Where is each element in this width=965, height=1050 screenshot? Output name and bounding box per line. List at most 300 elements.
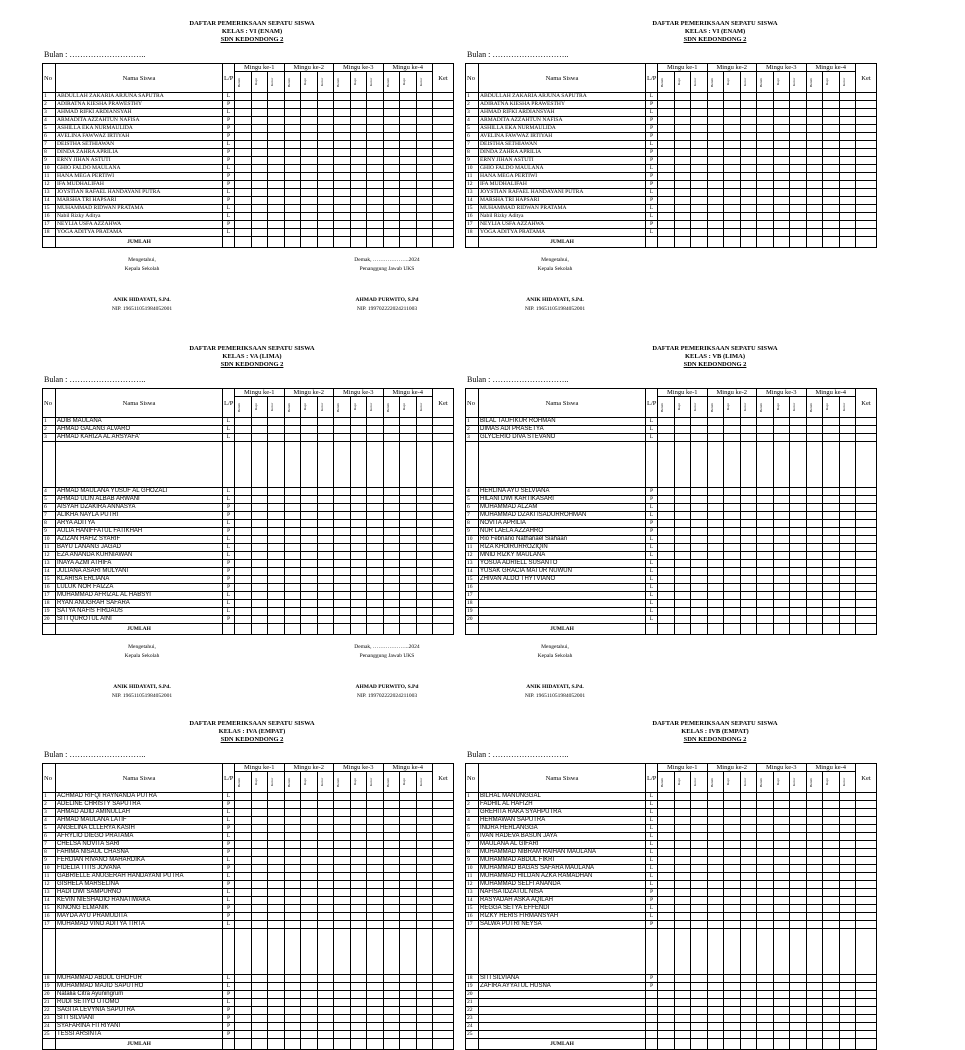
row-no: 15	[466, 576, 479, 584]
subcol-header: Rapi	[253, 403, 258, 411]
student-name: GLYCERIO DIVA STEVANO	[479, 434, 646, 442]
row-no: 12	[43, 181, 56, 189]
student-gender: L	[223, 975, 235, 983]
attendance-table	[465, 63, 877, 248]
class-label: KELAS : VB (LIMA)	[684, 353, 745, 360]
student-gender: L	[646, 865, 658, 873]
row-no: 8	[466, 520, 479, 528]
sheet-iva	[42, 720, 462, 1050]
student-name	[479, 1023, 646, 1031]
student-gender: P	[646, 897, 658, 905]
week-header: Mingu ke-1	[658, 389, 708, 397]
row-no: 3	[466, 434, 479, 442]
student-name: AHMAD ULIN ALBAB ARWANI	[56, 496, 223, 504]
student-gender: L	[646, 165, 658, 173]
student-gender: L	[223, 600, 235, 608]
subcol-header: Kotor	[841, 77, 846, 87]
table-row	[466, 793, 877, 801]
subcol-header: Bersih	[660, 402, 664, 412]
subcol-header: Kotor	[369, 402, 373, 412]
student-gender: P	[223, 841, 235, 849]
penanggung-jawab: Penanggung Jawab UKS	[359, 653, 415, 659]
student-gender: P	[223, 825, 235, 833]
table-row	[43, 616, 454, 624]
table-row	[43, 496, 454, 504]
student-name: AVELINA FAWWAZ IRTIYAH	[56, 133, 223, 141]
student-gender: P	[646, 157, 658, 165]
student-gender: L	[646, 801, 658, 809]
student-name: RASYADAH ASKA AQILAH	[479, 897, 646, 905]
row-no: 13	[466, 560, 479, 568]
student-name: BILHAL MANUNGGAL	[479, 793, 646, 801]
student-gender: L	[223, 165, 235, 173]
student-name: MNID RIZKY MAULANA	[479, 552, 646, 560]
subcol-header: Bersih	[759, 77, 763, 87]
student-gender: P	[223, 1023, 235, 1031]
row-no: 10	[43, 165, 56, 173]
table-row	[43, 921, 454, 929]
col-name: Nama Siswa	[56, 389, 223, 418]
student-gender: L	[646, 608, 658, 616]
attendance-table	[42, 763, 454, 1050]
col-lp: L/P	[223, 764, 235, 793]
table-row	[466, 496, 877, 504]
student-name: Nabil Rizky Aditya	[56, 213, 223, 221]
student-name: MUHAMMAD ALZAM	[479, 504, 646, 512]
student-gender: P	[223, 1031, 235, 1039]
week-header: Mingu ke-2	[707, 389, 757, 397]
student-name: HERMAWAN SAPUTRA	[479, 817, 646, 825]
row-no: 14	[43, 197, 56, 205]
jumlah-label: JUMLAH	[479, 1039, 646, 1050]
subcol-header: Kotor	[693, 402, 697, 412]
subcol-header: Bersih	[385, 777, 390, 787]
subcol-header: Bersih	[336, 777, 340, 787]
student-gender: L	[223, 544, 235, 552]
table-row	[43, 889, 454, 897]
row-no: 7	[43, 512, 56, 520]
school-name: SDN KEDONDONG 2	[220, 361, 284, 368]
row-no: 18	[466, 600, 479, 608]
table-row	[466, 157, 877, 165]
student-gender: L	[646, 881, 658, 889]
table-row	[466, 181, 877, 189]
table-row	[466, 165, 877, 173]
student-name: MAULANA AL GIFARI	[479, 841, 646, 849]
col-name: Nama Siswa	[479, 64, 646, 93]
attendance-table	[42, 63, 454, 248]
week-header: Mingu ke-2	[284, 764, 334, 772]
table-row	[466, 983, 877, 991]
table-row	[466, 857, 877, 865]
student-name: ADIRATNA KIESHA PRAWESTHY	[479, 101, 646, 109]
student-name: YUSAK GRACIA MATUR NUWUN	[479, 568, 646, 576]
student-name: HANA MEGA PERTIWI	[479, 173, 646, 181]
form-title: DAFTAR PEMERIKSAAN SEPATU SISWA	[652, 20, 778, 27]
row-no: 13	[466, 189, 479, 197]
student-gender	[646, 999, 658, 1007]
table-row	[43, 991, 454, 999]
student-gender: L	[646, 213, 658, 221]
col-ket: Ket	[433, 64, 454, 93]
student-name: AHMAD RIFKI ARDIANSYAH	[479, 109, 646, 117]
student-gender: P	[646, 133, 658, 141]
student-name: DINDA ZAHRA APRILIA	[56, 149, 223, 157]
row-no: 15	[43, 205, 56, 213]
student-name: ERNY JIHAN ASTUTI	[479, 157, 646, 165]
table-row	[466, 520, 877, 528]
row-no: 14	[466, 568, 479, 576]
student-gender: L	[223, 552, 235, 560]
table-row	[43, 608, 454, 616]
student-gender: L	[223, 536, 235, 544]
student-gender: P	[223, 849, 235, 857]
table-row	[466, 991, 877, 999]
row-no: 20	[466, 616, 479, 624]
student-gender: L	[223, 496, 235, 504]
table-row	[43, 205, 454, 213]
student-name: JULIANA ASARI MULYANI	[56, 568, 223, 576]
row-no: 17	[43, 592, 56, 600]
student-name: MAYDA AYU PRAMUDITA	[56, 913, 223, 921]
student-gender: P	[223, 881, 235, 889]
table-row	[466, 865, 877, 873]
student-name: ASHILLA EKA NURMAULIDA	[479, 125, 646, 133]
col-name: Nama Siswa	[56, 64, 223, 93]
row-no: 3	[466, 809, 479, 817]
row-no: 13	[466, 889, 479, 897]
head-nip: NIP. 196511051984052001	[524, 693, 586, 699]
mengetahui: Mengetahui,	[128, 257, 156, 263]
form-title: DAFTAR PEMERIKSAAN SEPATU SISWA	[189, 20, 315, 27]
student-name: SATYA NAFIS FIRDAUS	[56, 608, 223, 616]
row-no: 9	[466, 157, 479, 165]
student-gender: P	[646, 117, 658, 125]
subcol-header: Rapi	[775, 778, 780, 786]
col-ket: Ket	[856, 764, 877, 793]
row-no: 2	[43, 426, 56, 434]
student-gender: L	[646, 592, 658, 600]
head-name: ANIK HIDAYATI, S.Pd.	[526, 297, 584, 303]
week-header: Mingu ke-4	[383, 389, 433, 397]
student-gender: L	[223, 205, 235, 213]
student-name: NAFISA IDZATUL NISA	[479, 889, 646, 897]
student-gender: L	[223, 817, 235, 825]
student-name: Natalia Citra Ayuningrum	[56, 991, 223, 999]
student-name: ACHMAD RIFQI RAYNANDA PUTRA	[56, 793, 223, 801]
student-gender: L	[223, 93, 235, 101]
student-gender: L	[646, 600, 658, 608]
table-row	[466, 125, 877, 133]
student-gender: P	[223, 157, 235, 165]
student-gender: P	[646, 125, 658, 133]
row-no: 8	[43, 149, 56, 157]
subcol-header: Kotor	[418, 777, 423, 787]
row-no: 12	[466, 552, 479, 560]
student-gender: P	[223, 173, 235, 181]
subcol-header: Kotor	[270, 777, 274, 787]
table-row	[43, 93, 454, 101]
row-no: 20	[43, 616, 56, 624]
table-row	[43, 1023, 454, 1031]
table-row	[466, 576, 877, 584]
school-name: SDN KEDONDONG 2	[683, 736, 747, 743]
student-name: MUHAMMAD RIDWAN PRATAMA	[479, 205, 646, 213]
row-no: 5	[466, 125, 479, 133]
student-gender: P	[223, 616, 235, 624]
table-row	[466, 801, 877, 809]
row-no: 16	[43, 913, 56, 921]
subcol-header: Bersih	[709, 402, 714, 412]
table-row	[43, 418, 454, 426]
week-header: Mingu ke-4	[806, 64, 856, 72]
student-gender: L	[646, 141, 658, 149]
table-row	[43, 544, 454, 552]
student-name: ADIB MAULANA	[56, 418, 223, 426]
row-no: 11	[466, 544, 479, 552]
row-no: 12	[466, 881, 479, 889]
student-name: DIMAS ADI PRASETYA	[479, 426, 646, 434]
table-row	[466, 1031, 877, 1039]
student-name: IFA MUDHALIFAH	[56, 181, 223, 189]
student-name: ADELINE CHRISTY SAPUTRA	[56, 801, 223, 809]
school-name: SDN KEDONDONG 2	[220, 36, 284, 43]
student-name	[479, 991, 646, 999]
week-header: Mingu ke-2	[284, 64, 334, 72]
student-gender: P	[646, 173, 658, 181]
col-name: Nama Siswa	[479, 764, 646, 793]
week-header: Mingu ke-3	[334, 64, 384, 72]
student-gender: L	[223, 213, 235, 221]
table-row	[43, 173, 454, 181]
student-name	[479, 1007, 646, 1015]
subcol-header: Bersih	[286, 777, 291, 787]
student-gender: L	[646, 616, 658, 624]
row-no: 25	[466, 1031, 479, 1039]
col-no: No	[466, 64, 479, 93]
head-name: ANIK HIDAYATI, S.Pd.	[526, 684, 584, 690]
student-gender: L	[646, 418, 658, 426]
student-gender: P	[223, 221, 235, 229]
student-gender: L	[223, 897, 235, 905]
subcol-header: Bersih	[709, 777, 714, 787]
attendance-table	[42, 388, 454, 635]
table-row	[466, 584, 877, 592]
week-header: Mingu ke-3	[334, 389, 384, 397]
week-header: Mingu ke-1	[235, 64, 285, 72]
table-row	[466, 975, 877, 983]
row-no: 18	[43, 229, 56, 237]
table-row	[43, 512, 454, 520]
sheet-va	[42, 345, 462, 705]
row-no: 5	[43, 825, 56, 833]
row-no: 17	[43, 221, 56, 229]
table-row	[466, 426, 877, 434]
student-gender: L	[646, 93, 658, 101]
row-no: 3	[43, 809, 56, 817]
student-gender: L	[223, 520, 235, 528]
subcol-header: Kotor	[270, 402, 274, 412]
table-row	[466, 221, 877, 229]
form-title: DAFTAR PEMERIKSAAN SEPATU SISWA	[652, 345, 778, 352]
student-name: MUHAMMAD ABDUL GHOFUR	[56, 975, 223, 983]
student-name	[479, 584, 646, 592]
row-no: 6	[466, 504, 479, 512]
student-name: BILAL TAUFIKUR ROHMAN	[479, 418, 646, 426]
student-gender: L	[223, 983, 235, 991]
mengetahui: Mengetahui,	[128, 644, 156, 650]
table-row	[466, 434, 877, 442]
week-header: Mingu ke-1	[658, 64, 708, 72]
kepala-sekolah: Kepala Sekolah	[537, 266, 573, 272]
student-name: MUHAMMAD RIDWAN PRATAMA	[56, 205, 223, 213]
table-row	[43, 865, 454, 873]
table-row	[43, 881, 454, 889]
row-no: 11	[466, 173, 479, 181]
student-name: INDRA HERLANGGA	[479, 825, 646, 833]
month-field: Bulan : ………………………..	[44, 50, 146, 59]
table-row	[466, 999, 877, 1007]
table-row	[466, 841, 877, 849]
student-name: REGGA SETYA EFFENDI	[479, 905, 646, 913]
row-no: 17	[466, 221, 479, 229]
col-lp: L/P	[223, 389, 235, 418]
row-no: 8	[466, 849, 479, 857]
table-row	[43, 125, 454, 133]
row-no: 18	[466, 229, 479, 237]
subcol-header: Bersih	[759, 777, 763, 787]
table-row	[43, 528, 454, 536]
head-nip: NIP. 196511051984052001	[111, 306, 173, 312]
student-gender: P	[223, 913, 235, 921]
table-row	[43, 552, 454, 560]
row-no: 10	[466, 536, 479, 544]
subcol-header: Rapi	[825, 778, 829, 786]
student-gender: P	[223, 568, 235, 576]
student-name	[479, 608, 646, 616]
date-place: Demak, ………………..2024	[354, 257, 420, 263]
student-gender: L	[223, 608, 235, 616]
subcol-header: Kotor	[369, 77, 373, 87]
form-title: DAFTAR PEMERIKSAAN SEPATU SISWA	[652, 720, 778, 727]
student-gender: L	[223, 109, 235, 117]
row-no: 18	[43, 975, 56, 983]
row-no: 23	[466, 1015, 479, 1023]
jumlah-label: JUMLAH	[56, 624, 223, 635]
head-nip: NIP. 196511051984052001	[524, 306, 586, 312]
row-no: 20	[43, 991, 56, 999]
row-no: 2	[43, 801, 56, 809]
subcol-header: Kotor	[693, 77, 697, 87]
student-gender: P	[646, 520, 658, 528]
table-row	[466, 1023, 877, 1031]
student-gender: L	[646, 793, 658, 801]
table-row	[466, 117, 877, 125]
subcol-header: Rapi	[676, 78, 681, 86]
student-name: DEISTHA SETHIAWAN	[479, 141, 646, 149]
row-no: 7	[466, 141, 479, 149]
subcol-header: Rapi	[726, 78, 730, 86]
table-row	[43, 536, 454, 544]
student-name: ASHILLA EKA NURMAULIDA	[56, 125, 223, 133]
row-no: 14	[43, 897, 56, 905]
table-row	[466, 568, 877, 576]
student-gender: P	[223, 865, 235, 873]
student-name: MUHAMMAD SELFI ANANDA	[479, 881, 646, 889]
student-gender: L	[223, 857, 235, 865]
kepala-sekolah: Kepala Sekolah	[537, 653, 573, 659]
subcol-header: Kotor	[742, 777, 747, 787]
subcol-header: Bersih	[336, 402, 340, 412]
subcol-header: Kotor	[693, 777, 697, 787]
class-label: KELAS : IVB (EMPAT)	[681, 728, 749, 735]
student-name: RUDI SETIYO UTOMO	[56, 999, 223, 1007]
student-name	[479, 592, 646, 600]
student-gender: L	[646, 512, 658, 520]
student-gender: L	[223, 592, 235, 600]
student-gender: P	[223, 504, 235, 512]
table-row	[466, 809, 877, 817]
student-gender: P	[223, 991, 235, 999]
row-no: 14	[466, 197, 479, 205]
student-name: NEYLIA USFA AZZAHWA	[479, 221, 646, 229]
student-gender: P	[646, 149, 658, 157]
row-no: 13	[43, 560, 56, 568]
row-no: 19	[466, 608, 479, 616]
table-row	[466, 905, 877, 913]
student-gender: P	[646, 101, 658, 109]
table-row	[43, 488, 454, 496]
subcol-header: Rapi	[402, 403, 406, 411]
row-no: 5	[43, 125, 56, 133]
table-row	[466, 825, 877, 833]
col-no: No	[466, 389, 479, 418]
subcol-header: Bersih	[385, 77, 390, 87]
student-gender: L	[223, 426, 235, 434]
class-label: KELAS : VA (LIMA)	[222, 353, 282, 360]
student-name: JOYSTIAN RAFAEL HANDAYANI PUTRA	[479, 189, 646, 197]
row-no: 10	[43, 536, 56, 544]
student-name: AVELINA FAWWAZ IRTIYAH	[479, 133, 646, 141]
table-row	[43, 221, 454, 229]
week-header: Mingu ke-1	[235, 764, 285, 772]
student-gender: P	[223, 528, 235, 536]
pj-name: AHMAD PURWITO, S.Pd	[355, 297, 419, 303]
student-name	[479, 999, 646, 1007]
student-name: FIDELIA TITIS JOVANA	[56, 865, 223, 873]
row-no: 4	[43, 488, 56, 496]
class-label: KELAS : IVA (EMPAT)	[218, 728, 286, 735]
student-name: AISYAH DZAKIRA ANNASYA	[56, 504, 223, 512]
table-row	[43, 157, 454, 165]
row-no: 13	[43, 889, 56, 897]
table-row	[43, 520, 454, 528]
subcol-header: Rapi	[775, 78, 780, 86]
table-row	[43, 592, 454, 600]
subcol-header: Rapi	[775, 403, 780, 411]
row-no: 1	[43, 93, 56, 101]
subcol-header: Rapi	[726, 778, 730, 786]
col-no: No	[43, 389, 56, 418]
col-lp: L/P	[223, 64, 235, 93]
signature-block	[465, 635, 885, 705]
student-name: IVAN RADEVA BASUN JAYA	[479, 833, 646, 841]
row-no: 8	[43, 520, 56, 528]
row-no: 19	[43, 983, 56, 991]
student-gender: L	[223, 141, 235, 149]
table-row	[43, 983, 454, 991]
table-row	[466, 229, 877, 237]
